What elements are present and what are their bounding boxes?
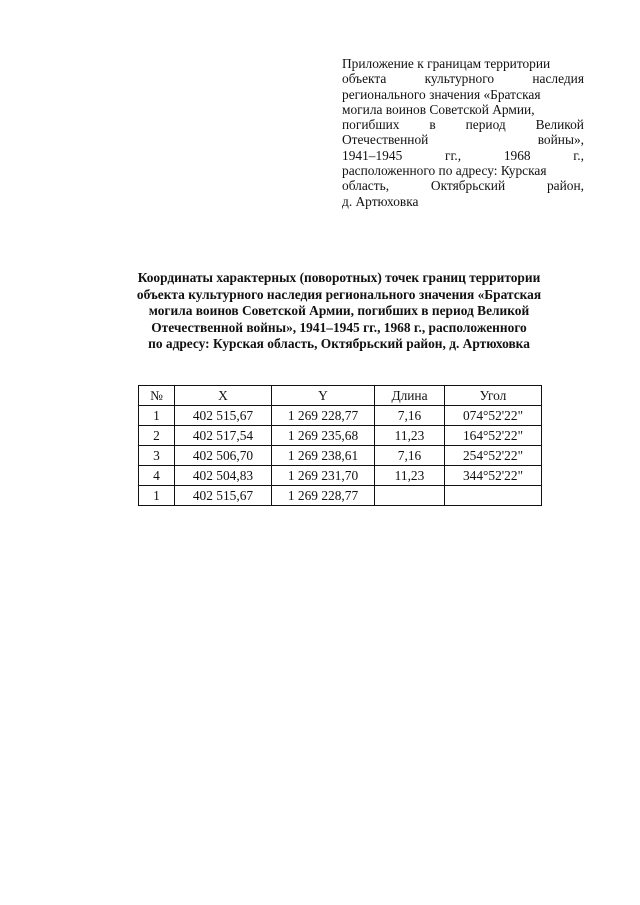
appendix-line-7 — [342, 148, 584, 163]
appendix-line-10 — [342, 194, 584, 209]
cell-angle: 344°52'22" — [445, 466, 542, 486]
appendix-line-6-word-1: Отечественной — [342, 132, 429, 148]
cell-y: 1 269 228,77 — [272, 486, 375, 506]
appendix-line-1-word-1: Приложение к границам территории — [342, 56, 551, 71]
appendix-line-3-word-1: регионального значения «Братская — [342, 86, 541, 102]
cell-y: 1 269 238,61 — [272, 446, 375, 466]
cell-x: 402 515,67 — [175, 486, 272, 506]
table-row — [139, 486, 542, 506]
title-line-2: объекта культурного наследия регионального значения «Братская — [136, 286, 542, 302]
appendix-line-4-word-1: могила воинов Советской Армии, — [342, 101, 535, 117]
cell-number: 4 — [139, 466, 175, 486]
appendix-line-7-word-4: г., — [573, 147, 584, 163]
cell-length — [375, 486, 445, 506]
title-line-4: Отечественной войны», 1941–1945 гг., 1968 г., расположенного — [151, 319, 527, 335]
appendix-line-9-word-1: область, — [342, 178, 390, 194]
appendix-line-5-word-3: период — [465, 117, 506, 133]
title-line-1: Координаты характерных (поворотных) точек границ территории — [137, 270, 541, 285]
header-x: X — [175, 386, 272, 406]
cell-x: 402 504,83 — [175, 466, 272, 486]
title-line-5: по адресу: Курская область, Октябрьский район, д. Артюховка — [148, 336, 530, 351]
appendix-line-2 — [342, 71, 584, 86]
cell-length: 7,16 — [375, 406, 445, 426]
appendix-line-3 — [342, 87, 584, 102]
document-title — [96, 270, 582, 353]
appendix-line-2-word-1: объекта — [342, 71, 387, 87]
cell-x: 402 515,67 — [175, 406, 272, 426]
header-angle: Угол — [445, 386, 542, 406]
cell-angle: 164°52'22" — [445, 426, 542, 446]
cell-number: 1 — [139, 486, 175, 506]
header-length: Длина — [375, 386, 445, 406]
appendix-line-9 — [342, 178, 584, 193]
appendix-line-10-word-1: д. Артюховка — [342, 193, 419, 209]
cell-angle — [445, 486, 542, 506]
cell-y: 1 269 235,68 — [272, 426, 375, 446]
appendix-line-9-word-2: Октябрьский — [430, 178, 506, 194]
appendix-line-9-word-3: район, — [546, 178, 584, 194]
table-row — [139, 466, 542, 486]
title-line-3: могила воинов Советской Армии, погибших в период Великой — [148, 303, 530, 318]
appendix-line-1 — [342, 56, 584, 71]
header-y: Y — [272, 386, 375, 406]
cell-y: 1 269 228,77 — [272, 406, 375, 426]
cell-angle: 254°52'22" — [445, 446, 542, 466]
coordinates-table — [138, 385, 542, 506]
cell-x: 402 517,54 — [175, 426, 272, 446]
cell-number: 3 — [139, 446, 175, 466]
appendix-line-8 — [342, 163, 584, 178]
appendix-line-5-word-1: погибших — [342, 117, 400, 133]
cell-angle: 074°52'22" — [445, 406, 542, 426]
appendix-line-2-word-2: культурного — [424, 71, 495, 87]
table-row — [139, 426, 542, 446]
appendix-line-5-word-4: Великой — [535, 117, 584, 133]
cell-y: 1 269 231,70 — [272, 466, 375, 486]
appendix-note — [342, 56, 584, 209]
header-number: № — [139, 386, 175, 406]
appendix-line-6-word-2: войны», — [537, 132, 584, 148]
appendix-line-5 — [342, 117, 584, 132]
appendix-line-7-word-1: 1941–1945 — [342, 147, 403, 163]
table-row — [139, 406, 542, 426]
appendix-line-2-word-3: наследия — [532, 71, 584, 87]
table-header-row — [139, 386, 542, 406]
appendix-line-7-word-3: 1968 — [503, 147, 531, 163]
cell-length: 11,23 — [375, 466, 445, 486]
appendix-line-4 — [342, 102, 584, 117]
cell-x: 402 506,70 — [175, 446, 272, 466]
appendix-line-6 — [342, 132, 584, 147]
appendix-line-7-word-2: гг., — [444, 147, 462, 163]
table-row — [139, 446, 542, 466]
cell-number: 2 — [139, 426, 175, 446]
cell-number: 1 — [139, 406, 175, 426]
appendix-line-8-word-1: расположенного по адресу: Курская — [342, 163, 547, 179]
cell-length: 7,16 — [375, 446, 445, 466]
cell-length: 11,23 — [375, 426, 445, 446]
appendix-line-5-word-2: в — [429, 117, 436, 133]
